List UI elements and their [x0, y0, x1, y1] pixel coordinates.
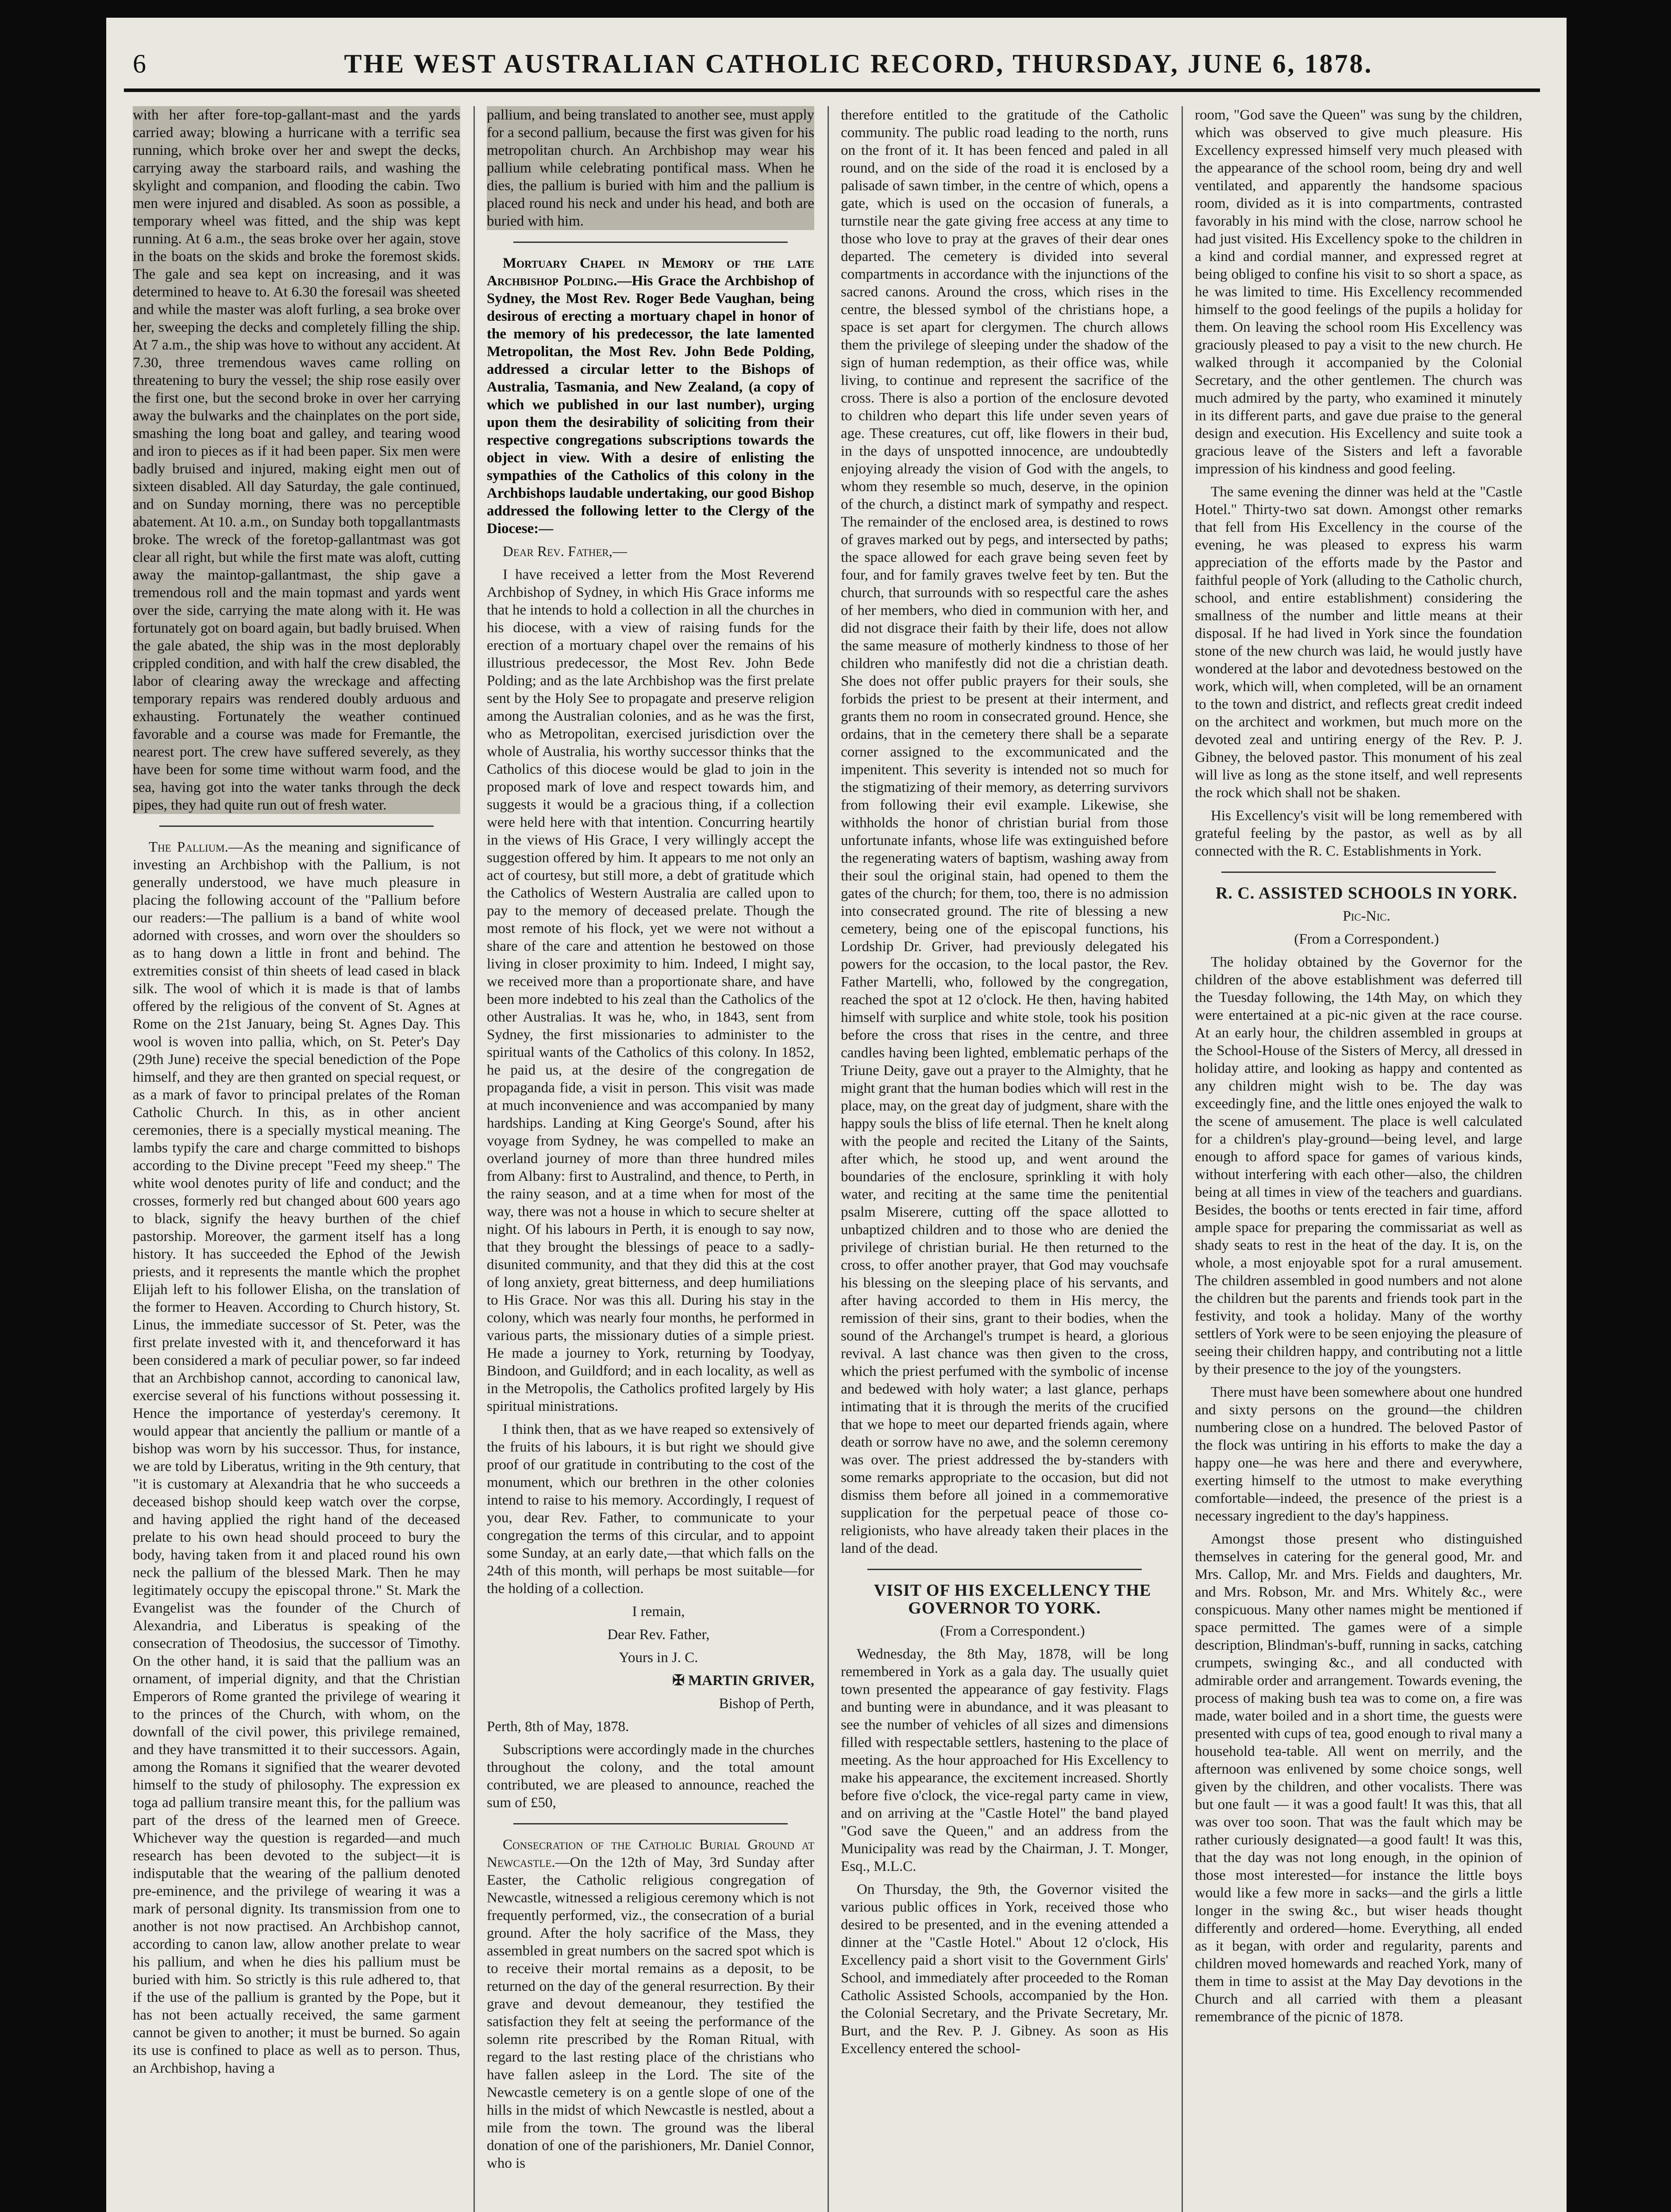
visit-headline: VISIT OF HIS EXCELLENCY THE GOVERNOR TO YORK. — [874, 1581, 1151, 1617]
column-1 — [133, 106, 460, 2212]
letter-signature: ✠ MARTIN GRIVER, — [672, 1673, 814, 1689]
letter-signature-title: Bishop of Perth, — [719, 1696, 814, 1712]
pallium-article — [133, 838, 460, 2077]
letter-body: I have received a letter from the Most Reverend Archbishop of Sydney, in which His Grace informs me that he intends to hold a collection in all the churches in his diocese, with a view of raising funds for the erection of a mortuary chapel over the remains of his illustrious predecessor, the Most Rev. John Bede Polding; and as the late Archbishop was the first prelate sent by the Holy See to propagate and preserve religion among the Australian colonies, and as he was the first, who as Metropolitan, exercised jurisdiction over the whole of Australia, his worthy successor thinks that the Catholics of this diocese would be glad to join in the proposed mark of love and respect towards him, and suggests it would be a gracious thing, if a collection were held here with that intention. Concurring heartily in the views of His Grace, I very willingly accept the suggestion offered by him. It appears to me not only an act of courtesy, but still more, a debt of gratitude which the Catholics of Western Australia are called upon to pay to the memory of deceased prelate. Though the most remote of his flock, yet we were not without a share of the care and attention he bestowed on those living in closer proximity to him. Indeed, I might say, we received more than a proportionate share, and have been more indebted to his zeal than the Catholics of the other Australias. It was he, who, in 1843, sent from Sydney, the first missionaries to administer to the spiritual wants of the Catholics of this colony. In 1852, he paid us, at the desire of the congregation de propaganda fide, a visit in person. This visit was made at much inconvenience and was accompanied by many hardships. Landing at King George's Sound, after his voyage from Sydney, he was compelled to make an overland journey of more than three hundred miles from Albany: first to Australind, and thence, to Perth, in the rainy season, and at a time when for most of the way, there was not a house in which to secure shelter at night. Of his labours in Perth, it is enough to say now, that they brought the blessings of peace to a sadly-disunited community, and that they did this at the cost of long anxiety, great bitterness, and deep humiliations to His Grace. Nor was this all. During his stay in the colony, which was nearly four months, he performed in various parts, the missionary duties of a simple priest. He made a journey to York, returning by Toodyay, Bindoon, and Guildford; and in each locality, as well as in the Metropolis, the Catholics profited largely by His spiritual ministrations. — [487, 567, 814, 1414]
mortuary-heading: Mortuary Chapel in Memory of the late Archbishop Polding. — [487, 255, 814, 289]
column-divider — [828, 106, 829, 2212]
letter-salutation: Dear Rev. Father,— — [503, 544, 627, 560]
column-2 — [487, 106, 814, 2212]
schools-byline: (From a Correspondent.) — [1294, 931, 1439, 947]
shipwreck-paragraph: with her after fore-top-gallant-mast and the yards carried away; blowing a hurricane with a terrific sea running, which broke over her and swept the decks, carrying away the starboard rails, and washing the skylight and companion, and flooding the cabin. Two men were injured and disabled. As soon as possible, a temporary wheel was fitted, and the ship was kept running. At 6 a.m., the seas broke over her again, stove in the boats on the skids and broke the foremost skids. The gale and sea kept on increasing, and it was determined to heave to. At 6.30 the foresail was sheeted and while the master was aloft furling, a sea broke over her, sweeping the decks and completely filling the ship. At 7 a.m., the ship was hove to without any accident. At 7.30, three tremendous waves came rolling on threatening to bury the vessel; the ship rose easily over the first one, but the second broke in over her carrying away the bulwarks and the chainplates on the port side, smashing the long boat and galley, and tearing wood and iron to pieces as if it had been paper. Six men were badly bruised and injured, making eight men out of sixteen disabled. All day Saturday, the gale continued, and on Sunday morning, there was no perceptible abatement. At 10. a.m., on Sunday both topgallantmasts broke. The wreck of the foretop-gallantmast was got clear all right, but while the first mate was aloft, cutting away the maintop-gallantmast, the ship gave a tremendous roll and the main topmast and yards went over the side, carrying the mate along with it. He was fortunately got on board again, but badly bruised. When the gale abated, the ship was in the most deplorably crippled condition, and with half the crew disabled, the labor of clearing away the wreckage and affecting temporary repairs was rendered doubly arduous and exhausting. Fortunately the weather continued favorable and a course was made for Fremantle, the nearest port. The crew have suffered severely, as they have been for some time without warm food, and the sea, having got into the water tanks through the deck pipes, they had quite run out of fresh water. — [133, 107, 460, 813]
letter-date: Perth, 8th of May, 1878. — [487, 1719, 629, 1735]
visit-closing: His Excellency's visit will be long remembered with grateful feeling by the pastor, as well as by all connected with the R. C. Establishments in York. — [1195, 808, 1522, 859]
consecration-continuation: therefore entitled to the gratitude of the Catholic community. The public road leading to the north, runs on the front of it. It has been fenced and paled in all round, and on the side of the road it is enclosed by a palisade of sawn timber, in the centre of which, opens a gate, which is used on the occasion of funerals, a turnstile near the gate giving free access at any time to those who love to pray at the graves of their dear ones departed. The cemetery is divided into several compartments in accordance with the injunctions of the sacred canons. Around the cross, which rises in the centre, the blessed symbol of the christians hope, a space is set apart for clergymen. The church allows them the privilege of sleeping under the shadow of the sign of human redemption, as their office was, while living, to continue and represent the sacrifice of the cross. There is also a portion of the enclosure devoted to children who depart this life under seven years of age. These creatures, cut off, like flowers in their bud, in the days of unspotted innocence, are undoubtedly enjoying already the vision of God with the angels, to whom they resemble so much, deserve, in the opinion of the church, a distinct mark of sympathy and respect. The remainder of the enclosed area, is destined to rows of graves marked out by pegs, and intersected by paths; the space allowed for each grave being seven feet by four, and for family graves twelve feet by ten. But the church, that surrounds with so respectful care the ashes of her members, who died in communion with her, and did not disgrace their faith by their life, does not allow the same measure of motherly kindness to those of her children who manifestly did not die a christian death. She does not offer public prayers for their souls, she forbids the priest to be present at their interment, and grants them no room in consecrated ground. Hence, she ordains, that in the cemetery there shall be a separate corner assigned to the excommunicated and the impenitent. This severity is intended not so much for the stigmatizing of their memory, as deterring survivors from following their evil example. Likewise, she withholds the honor of christian burial from those unfortunate infants, whose life was extinguished before the regenerating waters of baptism, washing away from their soul the original stain, had opened to them the gates of the church; for them, too, there is no admission into consecrated ground. The rite of blessing a new cemetery, being one of the episcopal functions, his Lordship Dr. Griver, had previously delegated his powers for the occasion, to the local pastor, the Rev. Father Martelli, who, followed by the congregation, reached the spot at 12 o'clock. He then, having habited himself with surplice and white stole, took his position before the cross that rises in the centre, and three candles having been lighted, emblematic perhaps of the Triune Deity, gave out a prayer to the Almighty, that he might grant that the human bodies which will rest in the place, may, on the great day of judgment, share with the happy souls the bliss of life eternal. Then he knelt along with the people and recited the Litany of the Saints, after which, he stood up, and went around the boundaries of the enclosure, sprinkling it with holy water, and reciting at the same time the penitential psalm Miserere, cutting off the space allotted to unbaptized children and to those who are denied the privilege of christian burial. He then returned to the cross, to offer another prayer, that God may vouchsafe his blessing on the sleeping place of his servants, and after having accorded to them in His mercy, the remission of their sins, grant to their bodies, when the sound of the Archangel's trumpet is heard, a glorious revival. A last chance was then given to the cross, which the priest perfumed with the symbolic of incense and bedewed with holy water; a last glance, perhaps intimating that it is through the merits of the crucified that we hope to meet our departed friends again, where death or sorrow have no awe, and the solemn ceremony was over. The priest addressed the by-standers with some remarks appropriate to the occasion, but did not dismiss them before all joined in a commemorative supplication for the perpetual peace of those co-religionists, who have already taken their places in the land of the dead. — [841, 107, 1168, 1556]
consecration-body: —On the 12th of May, 3rd Sunday after Easter, the Catholic religious congregation of Newcastle, witnessed a religious ceremony which is not frequently performed, viz., the consecration of a burial ground. After the holy sacrifice of the Mass, they assembled in great numbers on the sacred spot which is to receive their mortal remains as a deposit, to be returned on the day of the general resurrection. By their grave and devout demeanour, they testified the satisfaction they felt at seeing the performance of the solemn rite prescribed by the Roman Ritual, with regard to the last resting place of the christians who have fallen asleep in the Lord. The site of the Newcastle cemetery is on a gentle slope of one of the hills in the midst of which Newcastle is nestled, about a mile from the town. The ground was the liberal donation of one of the parishioners, Mr. Daniel Connor, who is — [487, 1855, 814, 2171]
visit-continuation: room, "God save the Queen" was sung by the children, which was observed to give much pleasure. His Excellency expressed himself very much pleased with the appearance of the school room, being dry and well ventilated, and apparently the handsome spacious room, divided as it is into compartments, contrasted favorably in his mind with the close, narrow school he had just visited. His Excellency spoke to the children in a kind and cordial manner, and expressed regret at being obliged to confine his visit to so short a space, as he was limited to time. His Excellency recommended himself to the good feelings of the pupils a holiday for them. On leaving the school room His Excellency was graciously pleased to pay a visit to the new church. He walked through it accompanied by the Colonial Secretary, and the other gentlemen. The church was much admired by the party, who examined it minutely in its different parts, and gave due praise to the general design and execution. His Excellency and suite took a gracious leave of the Sisters and left a favorable impression of his kindness and good feeling. — [1195, 107, 1522, 477]
column-divider — [1182, 106, 1183, 2212]
section-rule — [159, 826, 434, 827]
consecration-heading: Consecration of the Catholic Burial Ground at Newcastle. — [487, 1837, 814, 1870]
letter-body-2: I think then, that as we have reaped so extensively of the fruits of his labours, it is but right we should give proof of our gratitude in contributing to the cost of the monument, which our brethren in the other colonies intend to raise to his memory. Accordingly, I request of you, dear Rev. Father, to communicate to your congregation the terms of this circular, and to appoint some Sunday, at an early date,—that which falls on the 24th of this month, will perhaps be most suitable—for the holding of a collection. — [487, 1421, 814, 1597]
consecration-article — [487, 1836, 814, 2172]
newspaper-title: THE WEST AUSTRALIAN CATHOLIC RECORD, THURSDAY, JUNE 6, 1878. — [344, 49, 1373, 78]
schools-headline: R. C. ASSISTED SCHOOLS IN YORK. — [1215, 884, 1518, 902]
dinner-paragraph: The same evening the dinner was held at the "Castle Hotel." Thirty-two sat down. Amongst other remarks that fell from His Excellency in the course of the evening, he was pleased to express his warm appreciation of the efforts made by the Pastor and faithful people of York (alluding to the Catholic church, school, and entire establishment) considering the smallness of the number and little means at their disposal. If he had lived in York since the foundation stone of the new church was laid, he would justly have wondered at the labor and devotedness bestowed on the work, which will, when completed, will be an ornament to the town and district, and reflects great credit indeed on the architect and workmen, but much more on the devoted zeal and untiring energy of the Rev. P. J. Gibney, the beloved pastor. This monument of his zeal will live as long as the stone itself, and well represents the rock which shall not be shaken. — [1195, 484, 1522, 801]
masthead — [106, 49, 1567, 84]
visit-paragraph-2: On Thursday, the 9th, the Governor visited the various public offices in York, received those who desired to be presented, and in the evening attended a dinner at the "Castle Hotel." About 12 o'clock, His Excellency paid a short visit to the Government Girls' School, and immediately after proceeded to the Roman Catholic Assisted Schools, accompanied by the Hon. the Colonial Secretary, and the Private Secretary, Mr. Burt, and the Rev. P. J. Gibney. As soon as His Excellency entered the school- — [841, 1882, 1168, 2057]
visit-byline: (From a Correspondent.) — [940, 1623, 1085, 1639]
section-rule — [1221, 872, 1496, 873]
newspaper-page — [106, 18, 1567, 2212]
pallium-continuation: pallium, and being translated to another see, must apply for a second pallium, because the first was given for his metropolitan church. An Archbishop may wear his pallium while celebrating pontifical mass. When he dies, the pallium is buried with him and the pallium is placed round his neck and under his head, and both are buried with him. — [487, 107, 814, 229]
pallium-body: —As the meaning and significance of investing an Archbishop with the Pallium, is not generally understood, we have much pleasure in placing the following account of the "Pallium before our readers:—The pallium is a band of white wool adorned with crosses, and worn over the shoulders so as to hang down a little in front and behind. The extremities consist of thin sheets of lead cased in black silk. The wool of which it is made is that of lambs offered by the religious of the convent of St. Agnes at Rome on the 21st January, being St. Agnes Day. This wool is woven into pallia, which, on St. Peter's Day (29th June) receive the special benediction of the Pope himself, and they are then granted on special request, or as a mark of favor to principal prelates of the Roman Catholic Church. In this, as in other ancient ceremonies, there is a specially mystical meaning. The lambs typify the care and charge committed to bishops according to the Divine precept "Feed my sheep." The white wool denotes purity of life and conduct; and the crosses, formerly red but changed about 600 years ago to black, signify the heavy burthen of the chief pastorship. Moreover, the garment itself has a long history. It has succeeded the Ephod of the Jewish priests, and it represents the mantle which the prophet Elijah left to his follower Elisha, on the translation of the former to Heaven. According to Church history, St. Linus, the immediate successor of St. Peter, was the first prelate invested with it, and thenceforward it has been considered a mark of peculiar power, so far indeed that an Archbishop cannot, according to canonical law, exercise several of his functions without possessing it. Hence the importance of yesterday's ceremony. It would appear that anciently the pallium or mantle of a bishop was worn by his successor. Thus, for instance, we are told by Liberatus, writing in the 9th century, that "it is customary at Alexandria that he who succeeds a deceased bishop should keep watch over the corpse, and having applied the right hand of the deceased prelate to his own head should proceed to bury the body, having taken from it and placed round his own neck the pallium of the blessed Mark. Then he may legitimately occupy the episcopal throne." St. Mark the Evangelist was the founder of the Church of Alexandria, and Liberatus is speaking of the consecration of Theodosius, the successor of Timothy. On the other hand, it is said that the pallium was an ornament, of imperial dignity, and that the Christian Emperors of Rome granted the privilege of wearing it to the princes of the Church, with whom, on the downfall of the civil power, this privilege remained, and they have transmitted it to their successors. Again, among the Romans it signified that the wearer devoted himself to the study of philosophy. The expression ex toga ad pallium transire meant this, for the pallium was part of the dress of the learned men of Greece. Whichever way the question is regarded—and much research has been devoted to the subject—it is indisputable that the wearing of the pallium denoted pre-eminence, and the privilege of wearing it was a mark of personal dignity. Its transmission from one to another is not now practised. An Archbishop cannot, according to canon law, allow another prelate to wear his pallium, and when he dies his pallium must be buried with him. So strictly is this rule adhered to, that if the use of the pallium is granted by the Pope, but it has not been actually received, the same garment cannot be given to another; it must be burned. So again its use is confined to place as well as to person. Thus, an Archbishop, having a — [133, 839, 460, 2076]
picnic-paragraph-1: The holiday obtained by the Governor for the children of the above establishment was deferred till the Tuesday following, the 14th May, on which they were entertained at a pic-nic given at the race course. At an early hour, the children assembled in groups at the School-House of the Sisters of Mercy, all dressed in holiday attire, and looking as happy and contented as any children might wish to be. The day was exceedingly fine, and the little ones enjoyed the walk to the scene of amusement. The place is well calculated for a children's play-ground—being level, and large enough to afford space for games of various kinds, without interfering with each other—also, the children being at all times in view of the teachers and guardians. Besides, the booths or tents erected in fair time, afford ample space for preparing the commissariat as well as shady seats to rest in the heat of the day. It is, on the whole, a most enjoyable spot for a rural amusement. The children assembled in good numbers and not alone the children but the parents and friends took part in the festivity, and took a holiday. Many of the worthy settlers of York were to be seen enjoying the pleasure of seeing their children happy, and contributing not a little by their presence to the joy of the youngsters. — [1195, 954, 1522, 1377]
column-4 — [1195, 106, 1522, 2212]
picnic-paragraph-2: There must have been somewhere about one hundred and sixty persons on the ground—the children numbering close on a hundred. The beloved Pastor of the flock was untiring in his efforts to make the day a happy one—he was here and there and everywhere, exerting himself to the utmost to make everything comfortable—indeed, the presence of the priest is a necessary ingredient to the day's happiness. — [1195, 1384, 1522, 1524]
subscriptions-paragraph: Subscriptions were accordingly made in the churches throughout the colony, and the total amount contributed, we are pleased to announce, reached the sum of £50, — [487, 1742, 814, 1811]
letter-closing-3: Yours in J. C. — [619, 1650, 698, 1666]
pallium-heading: The Pallium. — [149, 839, 229, 855]
section-rule — [513, 242, 788, 243]
section-rule — [513, 1823, 788, 1824]
mortuary-intro: —His Grace the Archbishop of Sydney, the Most Rev. Roger Bede Vaughan, being desirous of erecting a mortuary chapel in honor of the memory of his predecessor, the late lamented Metropolitan, the Most Rev. John Bede Polding, addressed a circular letter to the Bishops of Australia, Tasmania, and New Zealand, (a copy of which we published in our last number), urging upon them the desirability of soliciting from their respective congregations subscriptions towards the object in view. With a desire of enlisting the sympathies of the Catholics of this colony in the Archbishops laudable undertaking, our good Bishop addressed the following letter to the Clergy of the Diocese:— — [487, 273, 814, 537]
header-rule — [124, 88, 1540, 92]
schools-subheadline: Pic-Nic. — [1343, 908, 1390, 924]
section-rule — [867, 1569, 1142, 1570]
visit-paragraph-1: Wednesday, the 8th May, 1878, will be long remembered in York as a gala day. The usually quiet town presented the appearance of gay festivity. Flags and bunting were in abundance, and it was pleasant to see the number of vehicles of all sizes and dimensions filled with respectable settlers, hastening to the place of meeting. As the hour approached for His Excellency to make his appearance, the excitement increased. Shortly before five o'clock, the vice-regal party came in view, and on arriving at the "Castle Hotel" the band played "God save the Queen," and an address from the Municipality was read by the Chairman, J. T. Monger, Esq., M.L.C. — [841, 1646, 1168, 1874]
mortuary-article — [487, 254, 814, 538]
page-number: 6 — [133, 49, 146, 78]
column-divider — [474, 106, 475, 2212]
letter-closing: I remain, — [632, 1604, 685, 1620]
picnic-paragraph-3: Amongst those present who distinguished themselves in catering for the general good, Mr. and Mrs. Callop, Mr. and Mrs. Fields and daughters, Mr. and Mrs. Robson, Mr. and Mrs. Whitely &c., were conspicuous. Many other names might be mentioned if space permitted. The games were of a simple description, Blindman's-buff, running in sacks, catching crumpets, swinging &c., and all conducted with admirable order and arrangement. Towards evening, the process of making bush tea was to come on, a fire was made, water boiled and in a short time, the guests were presented with cups of tea, good enough to rival many a household tea-table. All went on merrily, and the afternoon was enlivened by some choice songs, well given by the children, and other vocalists. There was but one fault — it was a good fault! It was this, that all was over too soon. That was the fault which may be rather curiously designated—a good fault! It was this, that the day was not long enough, in the opinion of those most interested—for instance the little boys would like a few more in sacks—and the girls a little longer in the swing &c., but wiser heads thought differently and ordered—home. Everything, all ended as it began, with order and regularity, parents and children moved homewards and reached York, many of them in time to assist at the May Day devotions in the Church and all carried with them a pleasant remembrance of the picnic of 1878. — [1195, 1531, 1522, 2025]
letter-closing-2: Dear Rev. Father, — [607, 1627, 710, 1643]
column-3 — [841, 106, 1168, 2212]
